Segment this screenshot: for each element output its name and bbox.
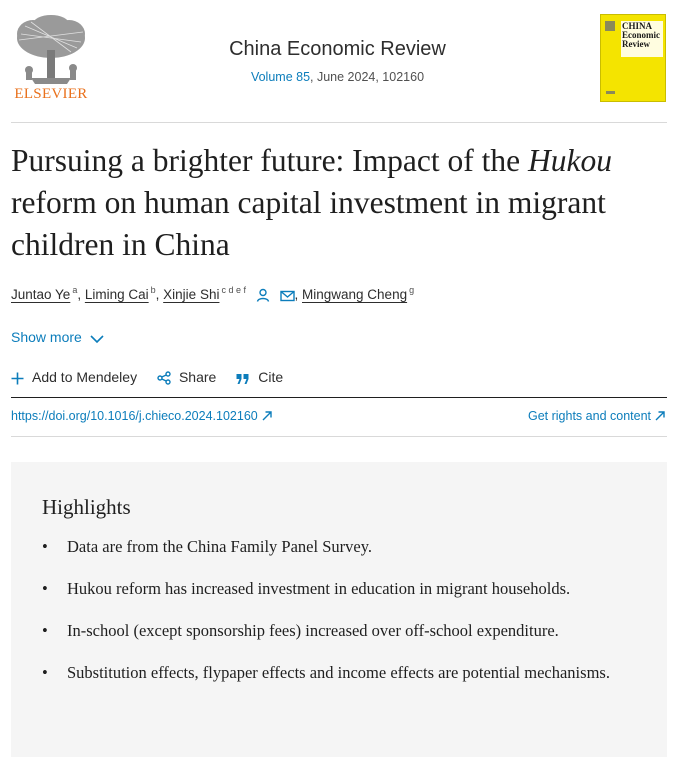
- journal-title[interactable]: China Economic Review: [229, 38, 446, 60]
- highlight-text: Data are from the China Family Panel Survey.: [67, 537, 373, 556]
- add-to-mendeley-button[interactable]: [11, 369, 137, 385]
- person-icon[interactable]: [256, 288, 270, 305]
- rights-link[interactable]: [528, 409, 665, 423]
- show-more-button[interactable]: [11, 329, 104, 345]
- author-affiliation-sup[interactable]: c d e f: [221, 285, 246, 295]
- author-link[interactable]: Mingwang Cheng: [302, 287, 408, 302]
- header-divider: [11, 122, 667, 123]
- journal-issue-meta: [160, 70, 515, 84]
- rights-text: Get rights and content: [528, 409, 651, 423]
- bullet-icon: •: [42, 663, 48, 682]
- share-button[interactable]: [157, 369, 216, 385]
- highlight-text: In-school (except sponsorship fees) increased over off-school expenditure.: [67, 621, 559, 640]
- quote-icon: [236, 373, 250, 385]
- mendeley-label: Add to Mendeley: [32, 369, 138, 385]
- journal-header: [0, 0, 675, 122]
- cover-logo-icon: [603, 19, 618, 97]
- cite-button[interactable]: [236, 369, 283, 385]
- elsevier-wordmark[interactable]: ELSEVIER: [14, 86, 88, 102]
- highlights-list: [42, 534, 642, 702]
- highlights-section: [11, 462, 667, 757]
- chevron-down-icon: [90, 335, 104, 344]
- journal-info: [160, 38, 515, 84]
- article-toolbar: [11, 369, 299, 385]
- title-text-2: reform on human capital investment in migrant children in China: [11, 185, 606, 262]
- external-link-icon: [655, 411, 665, 421]
- doi-link[interactable]: [11, 409, 272, 423]
- bullet-icon: •: [42, 537, 48, 556]
- bullet-icon: •: [42, 579, 48, 598]
- email-icon[interactable]: [280, 290, 295, 305]
- plus-icon: [11, 372, 24, 385]
- bullet-icon: •: [42, 621, 48, 640]
- author-link[interactable]: Liming Cai: [84, 287, 149, 302]
- journal-cover-thumbnail[interactable]: [600, 14, 666, 102]
- list-item: [42, 660, 642, 686]
- highlights-heading: Highlights: [42, 495, 131, 519]
- cite-label: Cite: [258, 369, 284, 385]
- author-affiliation-sup[interactable]: b: [150, 285, 156, 295]
- list-item: [42, 576, 642, 602]
- show-more-label: Show more: [11, 329, 82, 345]
- share-label: Share: [178, 369, 217, 385]
- external-link-icon: [262, 411, 272, 421]
- author-link[interactable]: Juntao Ye: [11, 287, 71, 302]
- author-affiliation-sup[interactable]: a: [72, 285, 78, 295]
- author-link[interactable]: Xinjie Shi: [163, 287, 220, 302]
- author-affiliation-sup[interactable]: g: [409, 285, 415, 295]
- author-list: Juntao Ye $^a$, Liming Cai $^b$, Xinjie Shi $^{c d e f}$ , Mingwang Cheng $^g$: [11, 285, 414, 305]
- share-icon: [157, 371, 171, 385]
- highlight-text: Substitution effects, flypaper effects and income effects are potential mechanisms.: [67, 663, 610, 682]
- title-text-1: Pursuing a brighter future: Impact of the: [11, 143, 528, 178]
- toolbar-divider: [11, 397, 667, 398]
- doi-divider: [11, 436, 667, 437]
- issue-info: , June 2024, 102160: [310, 70, 425, 84]
- title-italic: Hukou: [527, 143, 612, 178]
- doi-text: https://doi.org/10.1016/j.chieco.2024.102160: [11, 409, 258, 423]
- article-title: [11, 140, 667, 266]
- highlight-text: Hukou reform has increased investment in education in migrant households.: [67, 579, 571, 598]
- volume-link[interactable]: Volume 85: [250, 70, 311, 84]
- list-item: [42, 618, 642, 644]
- list-item: [42, 534, 642, 560]
- cover-title: CHINA Economic Review: [622, 21, 660, 49]
